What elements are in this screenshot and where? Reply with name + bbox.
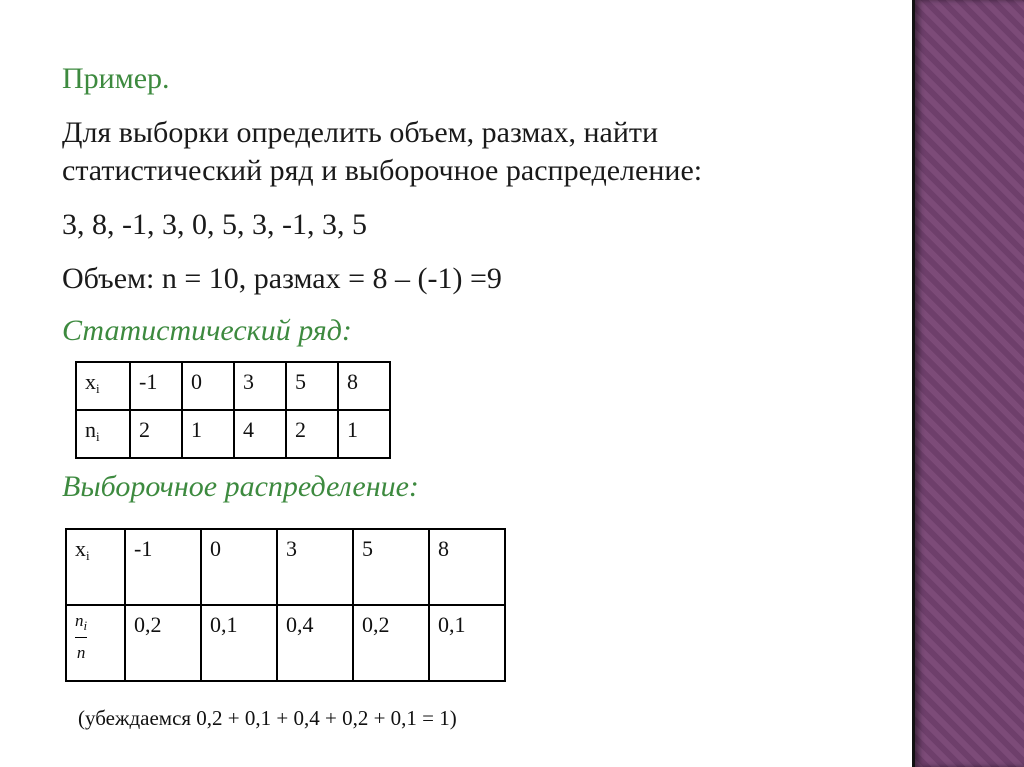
table-cell: 2 — [130, 410, 182, 458]
sample-distribution-table — [65, 528, 506, 682]
sample-values: 3, 8, -1, 3, 0, 5, 3, -1, 3, 5 — [62, 208, 367, 241]
volume-range-line: Объем: n = 10, размах = 8 – (-1) =9 — [62, 262, 502, 295]
statistical-series-heading: Статистический ряд: — [62, 314, 352, 347]
table-header-cell: $x_i$ — [76, 362, 130, 410]
table-cell: 2 — [286, 410, 338, 458]
table-cell: 8 — [338, 362, 390, 410]
decorative-side-strip — [912, 0, 1024, 767]
task-line-2: статистический ряд и выборочное распределение: — [62, 154, 703, 187]
table-cell: 0,1 — [429, 605, 505, 681]
table-cell: 0 — [182, 362, 234, 410]
sample-distribution-heading: Выборочное распределение: — [62, 470, 419, 503]
table-cell: 0,2 — [353, 605, 429, 681]
table-row — [76, 410, 390, 458]
table-header-cell: $n_i$ — [76, 410, 130, 458]
table-cell: 0,1 — [201, 605, 277, 681]
table-cell: 3 — [234, 362, 286, 410]
statistical-series-table — [75, 361, 391, 459]
table-row — [66, 605, 505, 681]
table-cell: 4 — [234, 410, 286, 458]
table-cell: 0 — [201, 529, 277, 605]
table-header-cell: $x_i$ — [66, 529, 125, 605]
table-cell: -1 — [125, 529, 201, 605]
table-header-cell — [66, 605, 125, 681]
table-cell: 8 — [429, 529, 505, 605]
side-strip-edge — [912, 0, 915, 767]
table-cell: 1 — [182, 410, 234, 458]
table-row — [76, 362, 390, 410]
table-cell: 5 — [286, 362, 338, 410]
table-cell: 1 — [338, 410, 390, 458]
table-cell: -1 — [130, 362, 182, 410]
task-line-1: Для выборки определить объем, размах, найти — [62, 116, 659, 149]
table-row — [66, 529, 505, 605]
table-cell: 3 — [277, 529, 353, 605]
table-cell: 0,4 — [277, 605, 353, 681]
relative-frequency-fraction: $\frac{n_i}{n}$ — [75, 611, 88, 662]
table-cell: 0,2 — [125, 605, 201, 681]
check-note: (убеждаемся 0,2 + 0,1 + 0,4 + 0,2 + 0,1 = 1) — [78, 706, 457, 730]
example-label: Пример. — [62, 62, 170, 95]
table-cell: 5 — [353, 529, 429, 605]
